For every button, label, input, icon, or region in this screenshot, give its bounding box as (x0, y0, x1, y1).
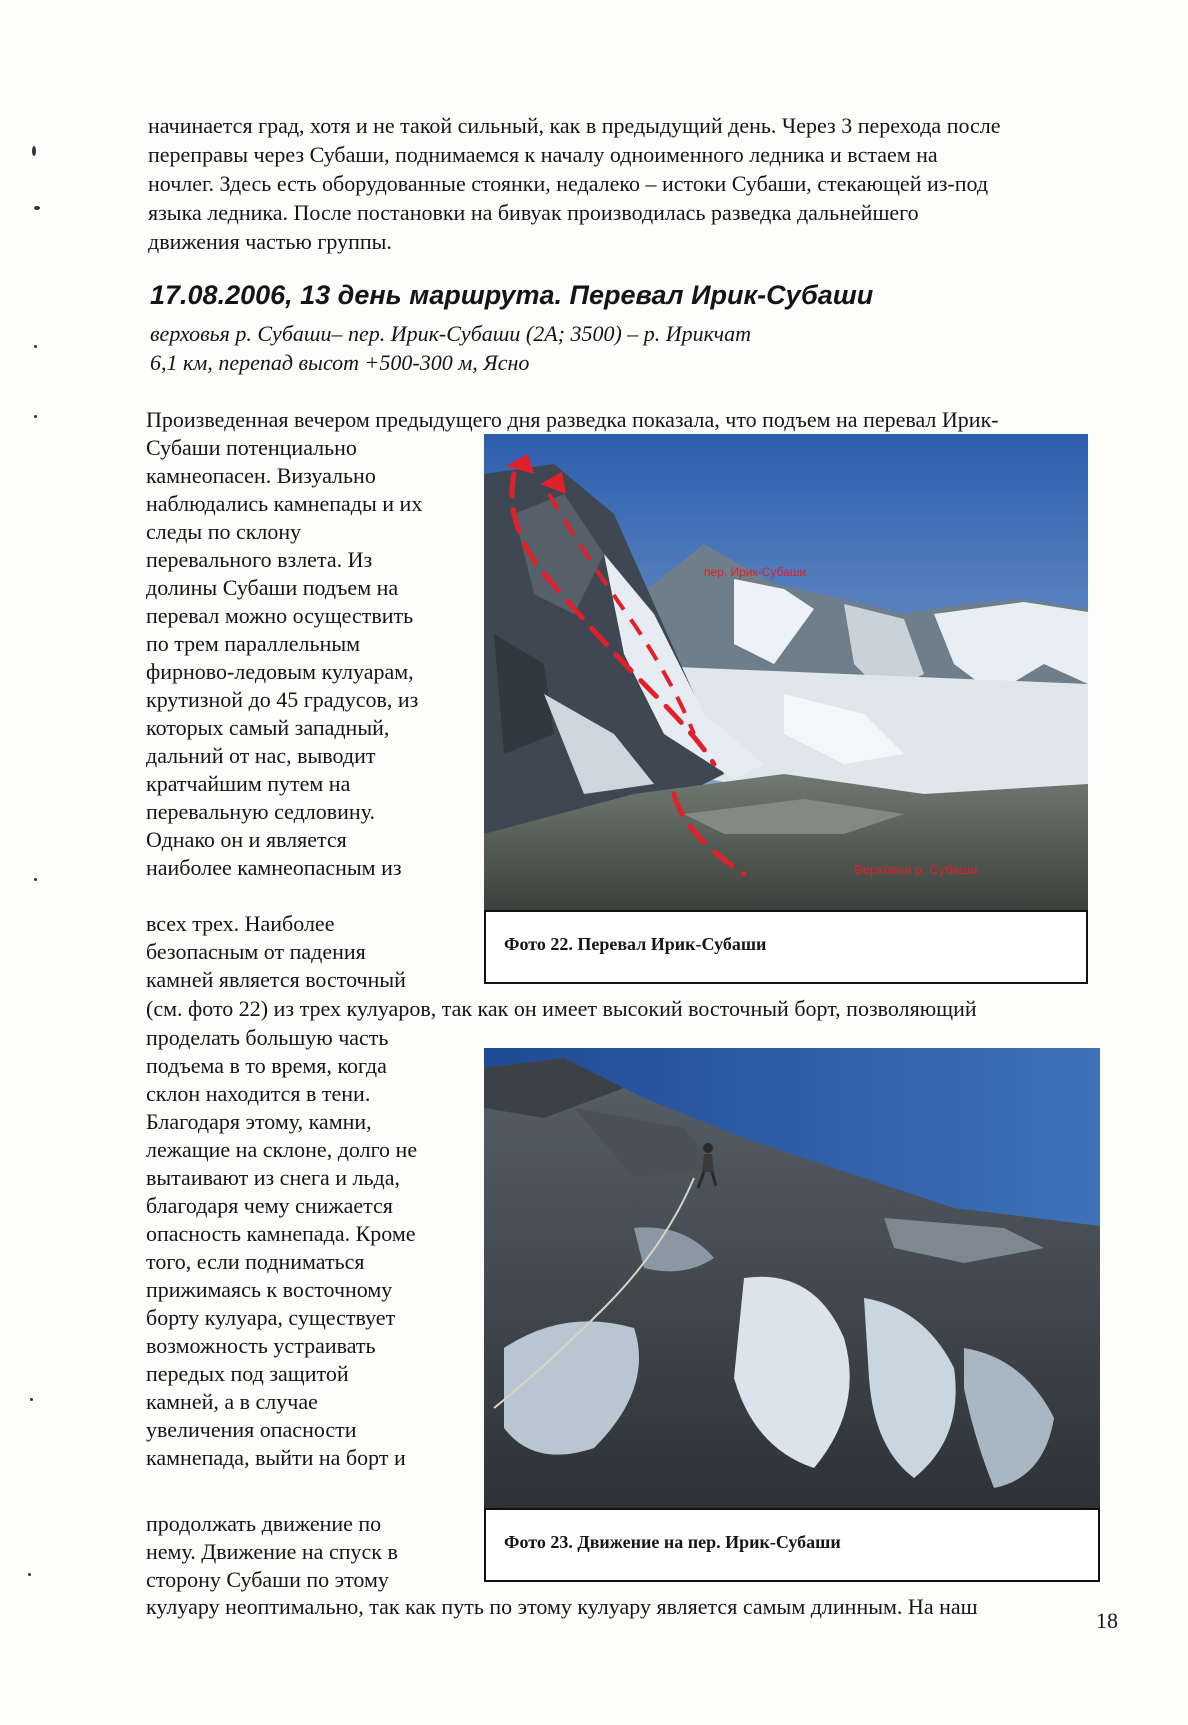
photo-22-label-valley: Верховья р. Субаши (854, 862, 978, 877)
column-line: Благодаря этому, камни, (146, 1109, 372, 1134)
photo-23-caption: Фото 23. Движение на пер. Ирик-Субаши (504, 1532, 841, 1552)
column-line: сторону Субаши по этому (146, 1567, 389, 1592)
column-line: увеличения опасности (146, 1417, 357, 1442)
column-line: камнеопасен. Визуально (146, 463, 376, 488)
intro-line: языка ледника. После постановки на бивуак производилась разведка дальнейшего (148, 200, 919, 225)
route-line: 6,1 км, перепад высот +500-300 м, Ясно (150, 350, 530, 375)
photo-22-image (484, 434, 1088, 910)
paragraph-line: (см. фото 22) из трех кулуаров, так как он имеет высокий восточный борт, позволяющий (146, 996, 977, 1021)
scan-speck (34, 206, 40, 210)
column-line: кратчайшим путем на (146, 771, 351, 796)
photo-23 (484, 1048, 1100, 1508)
column-line: нему. Движение на спуск в (146, 1539, 398, 1564)
column-line: по трем параллельным (146, 631, 361, 656)
column-line: проделать большую часть (146, 1025, 389, 1050)
column-line: перевал можно осуществить (146, 603, 414, 628)
column-line: подъема в то время, когда (146, 1053, 387, 1078)
column-line: лежащие на склоне, долго не (146, 1137, 418, 1162)
column-line: Однако он и является (146, 827, 347, 852)
photo-22-caption: Фото 22. Перевал Ирик-Субаши (504, 934, 767, 954)
scan-speck (28, 1573, 31, 1576)
column-line: дальний от нас, выводит (146, 743, 376, 768)
column-line: крутизной до 45 градусов, из (146, 687, 419, 712)
photo-22-caption-box (484, 910, 1088, 984)
column-line: прижимаясь к восточному (146, 1277, 393, 1302)
column-line: передых под защитой (146, 1361, 349, 1386)
intro-line: переправы через Субаши, поднимаемся к началу одноименного ледника и встаем на (148, 142, 938, 167)
paragraph-line: Произведенная вечером предыдущего дня разведка показала, что подъем на перевал Ирик- (146, 407, 999, 432)
column-line: наиболее камнеопасным из (146, 855, 402, 880)
column-line: камней является восточный (146, 967, 406, 992)
column-line: перевального взлета. Из (146, 547, 373, 572)
scan-speck (32, 146, 36, 156)
column-line: наблюдались камнепады и их (146, 491, 423, 516)
column-line: фирново-ледовым кулуарам, (146, 659, 414, 684)
photo-22-label-pass: пер. Ирик-Субаши (704, 565, 807, 579)
column-line: камнепада, выйти на борт и (146, 1445, 406, 1470)
column-line: того, если подниматься (146, 1249, 365, 1274)
column-line: Субаши потенциально (146, 435, 357, 460)
column-line: продолжать движение по (146, 1511, 382, 1536)
column-line: перевальную седловину. (146, 799, 375, 824)
column-line: склон находится в тени. (146, 1081, 371, 1106)
column-line: долины Субаши подъем на (146, 575, 399, 600)
intro-line: ночлег. Здесь есть оборудованные стоянки, недалеко – истоки Субаши, стекающей из-под (148, 171, 989, 196)
intro-line: движения частью группы. (148, 229, 392, 254)
scan-speck (34, 345, 37, 348)
column-line: безопасным от падения (146, 939, 366, 964)
column-line: опасность камнепада. Кроме (146, 1221, 416, 1246)
paragraph-line: кулуару неоптимально, так как путь по этому кулуару является самым длинным. На наш (146, 1594, 978, 1619)
scan-speck (34, 878, 37, 881)
column-line: следы по склону (146, 519, 302, 544)
scan-speck (30, 1398, 33, 1401)
column-line: благодаря чему снижается (146, 1193, 393, 1218)
page-number: 18 (1096, 1608, 1118, 1633)
column-line: всех трех. Наиболее (146, 911, 335, 936)
column-line: борту кулуара, существует (146, 1305, 396, 1330)
column-line: камней, а в случае (146, 1389, 318, 1414)
day-heading: 17.08.2006, 13 день маршрута. Перевал Ирик-Субаши (150, 280, 874, 310)
column-line: возможность устраивать (146, 1333, 376, 1358)
intro-line: начинается град, хотя и не такой сильный, как в предыдущий день. Через 3 перехода после (148, 113, 1001, 138)
route-line: верховья р. Субаши– пер. Ирик-Субаши (2А; 3500) – р. Ирикчат (150, 321, 752, 346)
scan-speck (34, 415, 37, 418)
column-line: которых самый западный, (146, 715, 390, 740)
photo-23-caption-box (484, 1508, 1100, 1582)
photo-23-image (484, 1048, 1100, 1508)
column-line: вытаивают из снега и льда, (146, 1165, 401, 1190)
photo-22 (484, 434, 1088, 910)
